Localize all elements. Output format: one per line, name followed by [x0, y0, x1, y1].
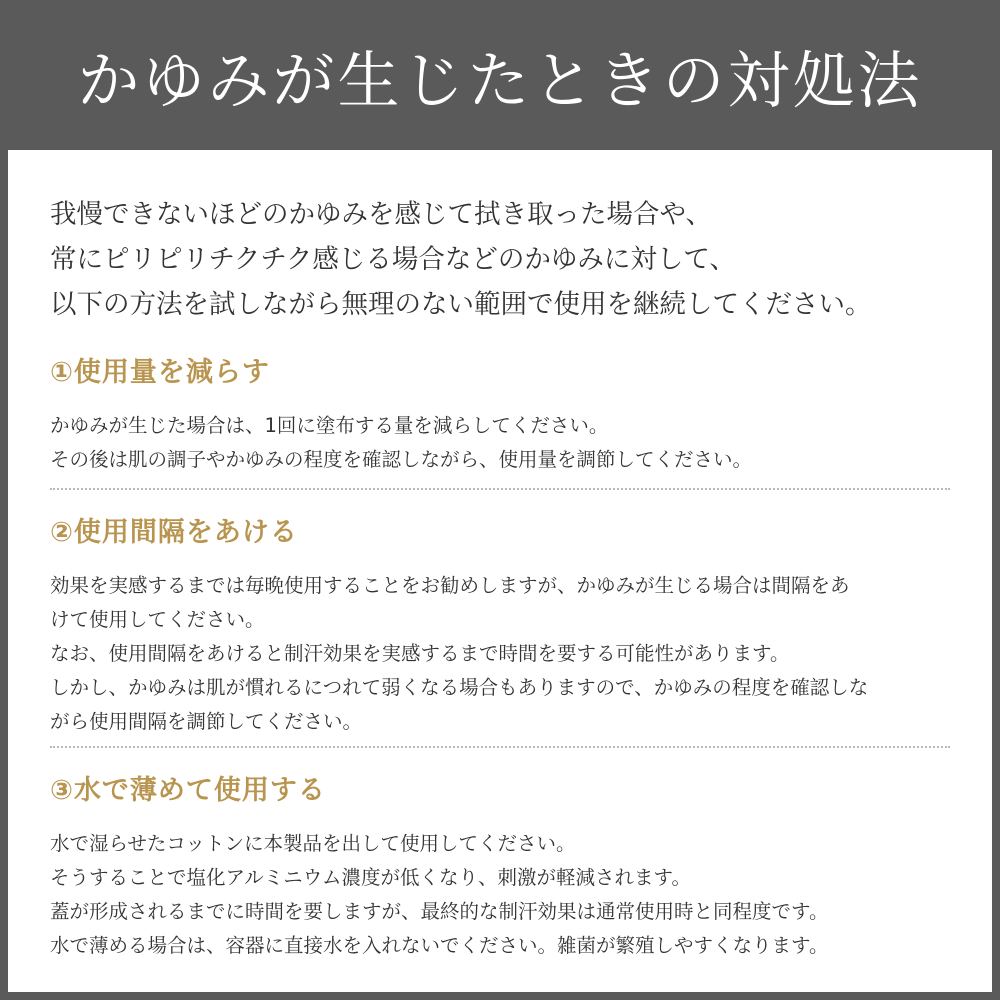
section-line: しかし、かゆみは肌が慣れるにつれて弱くなる場合もありますので、かゆみの程度を確認しな [50, 676, 869, 699]
section-body [50, 569, 950, 739]
dotted-divider [50, 746, 950, 748]
header-banner [0, 0, 1000, 150]
section-line: 効果を実感するまでは毎晩使用することをお勧めしますが、かゆみが生じる場合は間隔をあ [50, 574, 850, 597]
section-line: 蓋が形成されるまでに時間を要しますが、最終的な制汗効果は通常使用時と同程度です。 [50, 900, 829, 923]
section-title: ③水で薄めて使用する [50, 775, 326, 806]
section-line: がら使用間隔を調節してください。 [50, 710, 363, 733]
section-body [50, 827, 950, 963]
intro-line: 以下の方法を試しながら無理のない範囲で使用を継続してください。 [50, 289, 872, 320]
dotted-divider [50, 488, 950, 490]
section-line: けて使用してください。 [50, 608, 265, 631]
intro-line: 常にピリピリチクチク感じる場合などのかゆみに対して、 [50, 244, 736, 275]
intro-text [50, 192, 980, 327]
section-line: かゆみが生じた場合は、1回に塗布する量を減らしてください。 [50, 414, 609, 437]
section-line: そうすることで塩化アルミニウム濃度が低くなり、刺激が軽減されます。 [50, 866, 691, 889]
intro-line: 我慢できないほどのかゆみを感じて拭き取った場合や、 [50, 199, 712, 230]
section-line: その後は肌の調子やかゆみの程度を確認しながら、使用量を調節してください。 [50, 448, 753, 471]
section-title: ②使用間隔をあける [50, 517, 298, 548]
section-line: 水で湿らせたコットンに本製品を出して使用してください。 [50, 832, 576, 855]
page-title: かゆみが生じたときの対処法 [77, 43, 923, 117]
section-dilute-water [50, 768, 950, 963]
section-line: なお、使用間隔をあけると制汗効果を実感するまで時間を要する可能性があります。 [50, 642, 790, 665]
section-line: 水で薄める場合は、容器に直接水を入れないでください。雑菌が繁殖しやすくなります。 [50, 934, 829, 957]
content-panel [8, 150, 992, 992]
section-body [50, 409, 950, 477]
section-space-usage [50, 510, 950, 739]
section-reduce-amount [50, 350, 950, 477]
section-title: ①使用量を減らす [50, 357, 270, 388]
